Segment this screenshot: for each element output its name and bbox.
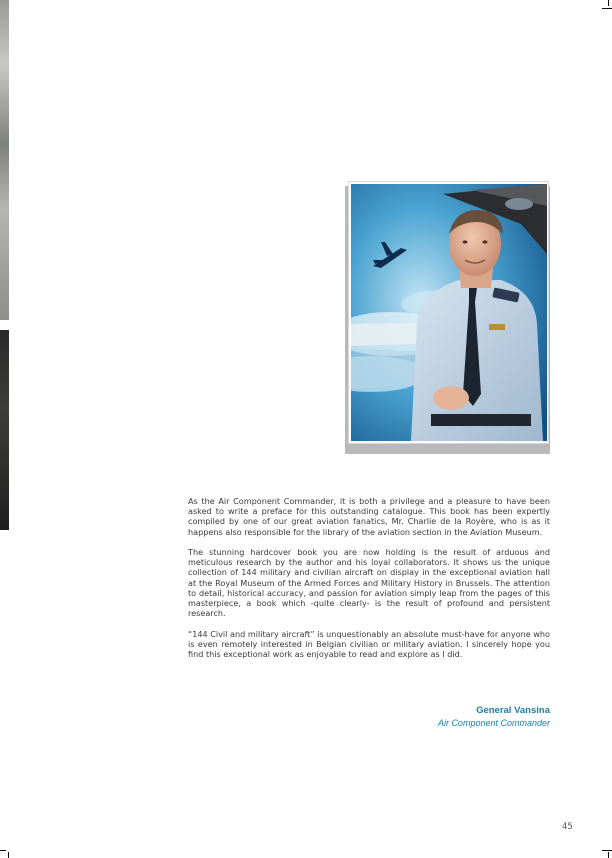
previous-page-photo-edge [0,0,9,530]
crop-mark [0,850,6,851]
signature-name: General Vansina [476,705,550,716]
paragraph: As the Air Component Commander, it is both a privilege and a pleasure to have been asked to write a preface for this outstanding catalogue. This book has been expertly compiled by one of our great aviation fanatics, Mr. Charlie de la Royère, who is as it happens also responsible for the library of the aviation section in the Aviation Museum. [188,496,550,537]
signature-block [438,705,550,729]
crop-mark [8,852,9,858]
paragraph: The stunning hardcover book you are now holding is the result of arduous and meticulous research by the author and his loyal collaborators. It shows us the unique collection of 144 military and civilian aircraft on display in the exceptional aviation hall at the Royal Museum of the Armed Forces and Military History in Brussels. The attention to detail, historical accuracy, and passion for aviation simply leap from the pages of this masterpiece, a book which -quite clearly- is the result of profound and persistent research. [188,547,550,619]
page-number: 45 [562,822,573,832]
preface-text [188,496,550,669]
paragraph: “144 Civil and military aircraft” is unquestionably an absolute must-have for anyone who is even remotely interested in Belgian civilian or military aviation. I sincerely hope you find this exceptional work as enjoyable to read and explore as I did. [188,628,550,660]
crop-mark [602,8,612,9]
signature-title: Air Component Commander [437,718,550,728]
crop-mark [608,0,609,6]
crop-mark [602,850,612,851]
portrait-photo [351,184,547,441]
crop-mark [608,852,609,858]
